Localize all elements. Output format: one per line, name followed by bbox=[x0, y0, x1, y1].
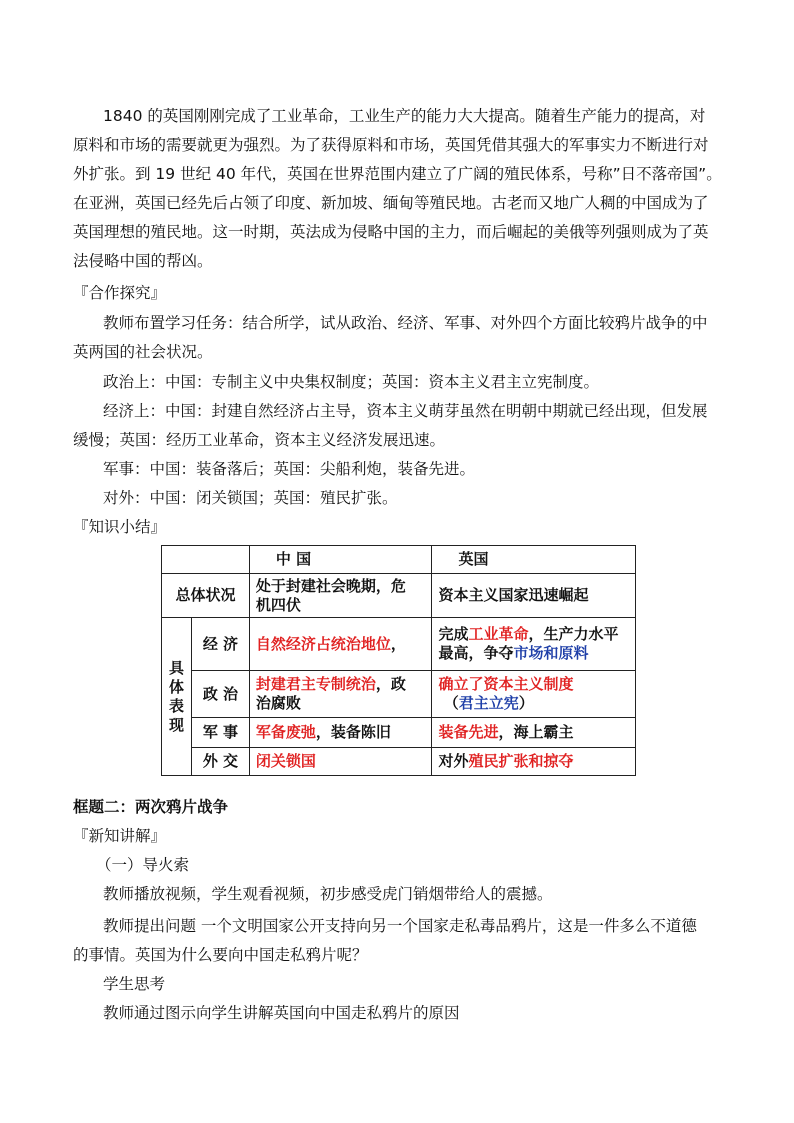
table-row-politics bbox=[162, 671, 636, 718]
foreign-compare: 对外：中国：闭关锁国；英国：殖民扩张。 bbox=[103, 489, 398, 507]
question-line-2: 的事情。英国为什么要向中国走私鸦片呢？ bbox=[73, 946, 368, 964]
intro-line-2: 原料和市场的需要就更为强烈。为了获得原料和市场，英国凭借其强大的军事实力不断进行对 bbox=[73, 136, 709, 154]
students-think: 学生思考 bbox=[103, 975, 166, 993]
military-label: 军 事 bbox=[191, 718, 249, 748]
overall-britain: 资本主义国家迅速崛起 bbox=[432, 574, 636, 618]
politics-compare: 政治上：中国：专制主义中央集权制度；英国：资本主义君主立宪制度。 bbox=[103, 373, 600, 391]
military-china: 军备废弛，装备陈旧 bbox=[249, 718, 432, 748]
table-header-row bbox=[162, 546, 636, 574]
economy-china: 自然经济占统治地位， bbox=[249, 618, 432, 671]
economy-line-2: 缓慢；英国：经历工业革命，资本主义经济发展迅速。 bbox=[73, 431, 446, 449]
military-britain: 装备先进，海上霸主 bbox=[432, 718, 636, 748]
intro-line-3: 外扩张。到 19 世纪 40 年代，英国在世界范围内建立了广阔的殖民体系，号称”日不落帝国”。 bbox=[73, 165, 722, 183]
question-line-1: 教师提出问题 一个文明国家公开支持向另一个国家走私毒品鸦片，这是一件多么不道德 bbox=[103, 917, 697, 935]
task-line-2: 英两国的社会状况。 bbox=[73, 343, 213, 361]
politics-label: 政 治 bbox=[191, 671, 249, 718]
explain-line: 教师通过图示向学生讲解英国向中国走私鸦片的原因 bbox=[103, 1004, 460, 1022]
economy-label: 经 济 bbox=[191, 618, 249, 671]
fuse-heading: （一）导火索 bbox=[96, 856, 190, 874]
summary-heading: 『知识小结』 bbox=[73, 518, 167, 536]
header-britain: 英国 bbox=[432, 546, 636, 574]
military-compare: 军事：中国：装备落后；英国：尖船利炮，装备先进。 bbox=[103, 460, 476, 478]
intro-line-1: 1840 的英国刚刚完成了工业革命，工业生产的能力大大提高。随着生产能力的提高，对 bbox=[103, 107, 706, 125]
diplomacy-britain: 对外殖民扩张和掠夺 bbox=[432, 748, 636, 776]
intro-line-5: 英国理想的殖民地。这一时期，英法成为侵略中国的主力，而后崛起的美俄等列强则成为了英 bbox=[73, 223, 709, 241]
specific-label: 具 体 表 现 bbox=[162, 618, 192, 776]
table-row-military bbox=[162, 718, 636, 748]
overall-china: 处于封建社会晚期，危 机四伏 bbox=[249, 574, 432, 618]
new-knowledge-heading: 『新知讲解』 bbox=[73, 827, 167, 845]
economy-britain: 完成工业革命，生产力水平 最高，争夺市场和原料 bbox=[432, 618, 636, 671]
economy-line-1: 经济上：中国：封建自然经济占主导，资本主义萌芽虽然在明朝中期就已经出现，但发展 bbox=[103, 402, 708, 420]
politics-britain: 确立了资本主义制度 （君主立宪） bbox=[432, 671, 636, 718]
comparison-table bbox=[161, 545, 636, 776]
task-line-1: 教师布置学习任务：结合所学，试从政治、经济、军事、对外四个方面比较鸦片战争的中 bbox=[103, 314, 708, 332]
table-row-overall bbox=[162, 574, 636, 618]
intro-line-4: 在亚洲，英国已经先后占领了印度、新加坡、缅甸等殖民地。古老而又地广人稠的中国成为了 bbox=[73, 194, 709, 212]
header-china: 中 国 bbox=[249, 546, 432, 574]
table-row-economy bbox=[162, 618, 636, 671]
table-row-diplomacy bbox=[162, 748, 636, 776]
cooperate-heading: 『合作探究』 bbox=[73, 284, 167, 302]
diplomacy-china: 闭关锁国 bbox=[249, 748, 432, 776]
topic2-heading: 框题二：两次鸦片战争 bbox=[73, 798, 229, 816]
overall-label: 总体状况 bbox=[162, 574, 250, 618]
politics-china: 封建君主专制统治，政 治腐败 bbox=[249, 671, 432, 718]
video-line: 教师播放视频，学生观看视频，初步感受虎门销烟带给人的震撼。 bbox=[103, 885, 553, 903]
intro-line-6: 法侵略中国的帮凶。 bbox=[73, 252, 213, 270]
diplomacy-label: 外 交 bbox=[191, 748, 249, 776]
